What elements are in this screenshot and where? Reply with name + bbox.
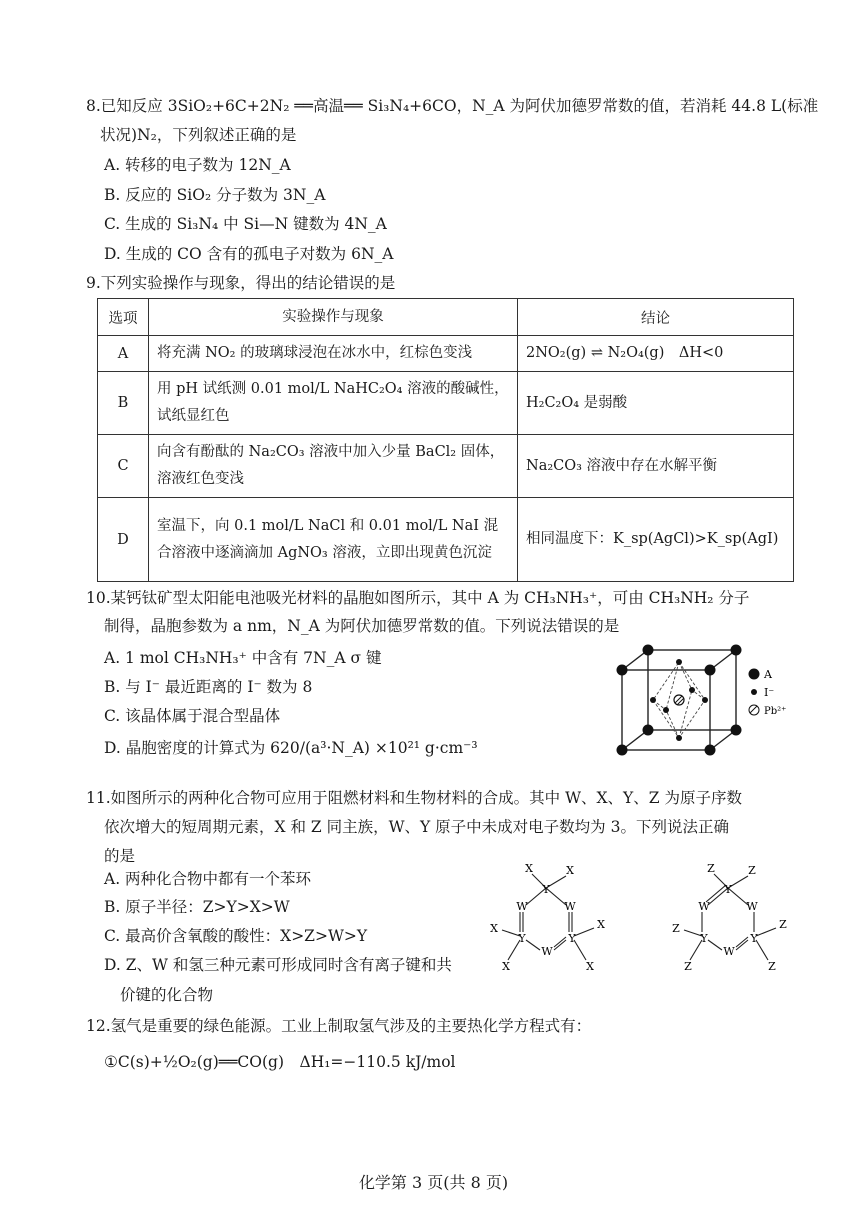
atom-y: Y [700,932,708,945]
atom-iodide [650,697,656,703]
atom-a [643,645,654,656]
q8-stem-line2: 状况)N₂，下列叙述正确的是 [100,126,297,144]
atom-z: Z [707,862,715,875]
atom-a [731,725,742,736]
atom-iodide [663,707,669,713]
atom-w: W [723,945,735,958]
table-row [98,372,794,435]
atom-a [643,725,654,736]
q11-option-d: D. Z、W 和氢三种元素可形成同时含有离子键和共 [104,956,452,974]
q9-stem: 9.下列实验操作与现象，得出的结论错误的是 [86,274,396,292]
q8-option-a: A. 转移的电子数为 12N_A [104,156,291,174]
atom-w: W [746,900,758,913]
atom-w: W [541,945,553,958]
atom-z: Z [779,918,787,931]
row-operation: 将充满 NO₂ 的玻璃球浸泡在冰水中，红棕色变浅 [149,336,518,372]
row-operation: 向含有酚酞的 Na₂CO₃ 溶液中加入少量 BaCl₂ 固体，溶液红色变浅 [149,435,518,498]
row-operation: 用 pH 试纸测 0.01 mol/L NaHC₂O₄ 溶液的酸碱性，试纸显红色 [149,372,518,435]
atom-z: Z [748,864,756,877]
header-operation: 实验操作与现象 [149,299,518,336]
q11-stem-line3: 的是 [104,847,136,865]
table-row [98,336,794,372]
atom-x: X [566,864,574,877]
atom-a [617,745,628,756]
q10-option-b: B. 与 I⁻ 最近距离的 I⁻ 数为 8 [104,678,313,696]
legend-lead-marker [749,705,759,715]
atom-w: W [516,900,528,913]
table-row [98,435,794,498]
q11-option-d-cont: 价键的化合物 [120,986,214,1004]
row-option: C [98,435,149,498]
q8-option-c: C. 生成的 Si₃N₄ 中 Si—N 键数为 4N_A [104,215,387,233]
legend-lead: Pb²⁺ [764,706,787,717]
q12-equation-1: ①C(s)+½O₂(g)══CO(g) ΔH₁=−110.5 kJ/mol [104,1053,456,1071]
atom-iodide [689,687,695,693]
q10-option-c: C. 该晶体属于混合型晶体 [104,707,281,725]
q8-option-d: D. 生成的 CO 含有的孤电子对数为 6N_A [104,245,394,263]
row-option: A [98,336,149,372]
row-conclusion: H₂C₂O₄ 是弱酸 [518,372,794,435]
legend-a: A [764,668,772,681]
atom-w: W [698,900,710,913]
legend-iodide-marker [751,689,757,695]
atom-y: Y [568,932,576,945]
row-conclusion: 相同温度下：K_sp(AgCl)>K_sp(AgI) [518,498,794,582]
q11-stem-line2: 依次增大的短周期元素，X 和 Z 同主族，W、Y 原子中未成对电子数均为 3。下列说法正确 [104,818,729,836]
table-header-row [98,299,794,336]
q11-option-b: B. 原子半径：Z>Y>X>W [104,898,290,916]
atom-z: Z [684,960,692,973]
atom-x: X [502,960,510,973]
legend-iodide: I⁻ [764,686,775,699]
legend-a-marker [749,669,760,680]
row-conclusion: Na₂CO₃ 溶液中存在水解平衡 [518,435,794,498]
atom-x: X [490,922,498,935]
q8-option-b: B. 反应的 SiO₂ 分子数为 3N_A [104,186,326,204]
atom-iodide [676,735,682,741]
table-row [98,498,794,582]
atom-y: Y [724,883,732,896]
experiment-table [97,298,794,582]
header-option: 选项 [98,299,149,336]
atom-y: Y [750,932,758,945]
q11-option-a: A. 两种化合物中都有一个苯环 [104,870,312,888]
q10-stem-line2: 制得，晶胞参数为 a nm，N_A 为阿伏加德罗常数的值。下列说法错误的是 [104,617,620,635]
atom-a [731,645,742,656]
atom-iodide [702,697,708,703]
q10-option-a: A. 1 mol CH₃NH₃⁺ 中含有 7N_A σ 键 [104,649,382,667]
q11-option-c: C. 最高价含氧酸的酸性：X>Z>W>Y [104,927,368,945]
row-conclusion: 2NO₂(g) ⇌ N₂O₄(g) ΔH<0 [518,336,794,372]
atom-y: Y [518,932,526,945]
header-conclusion: 结论 [518,299,794,336]
row-option: B [98,372,149,435]
atom-x: X [586,960,594,973]
q8-stem-line1: 8.已知反应 3SiO₂+6C+2N₂ ══高温══ Si₃N₄+6CO，N_A 为阿伏加德罗常数的值，若消耗 44.8 L(标准 [86,97,819,115]
q10-stem-line1: 10.某钙钛矿型太阳能电池吸光材料的晶胞如图所示，其中 A 为 CH₃NH₃⁺，可由 CH₃NH₂ 分子 [86,589,750,607]
atom-y: Y [542,883,550,896]
atom-z: Z [672,922,680,935]
atom-x: X [525,862,533,875]
page-footer: 化学第 3 页(共 8 页) [358,1173,509,1192]
q10-option-d: D. 晶胞密度的计算式为 620/(a³·N_A) ×10²¹ g·cm⁻³ [104,739,478,757]
q12-stem: 12.氢气是重要的绿色能源。工业上制取氢气涉及的主要热化学方程式有： [86,1017,592,1035]
structure-1-figure [482,860,612,978]
structure-2-figure [664,860,794,978]
q11-stem-line1: 11.如图所示的两种化合物可应用于阻燃材料和生物材料的合成。其中 W、X、Y、Z 为原子序数 [86,789,742,807]
row-operation: 室温下，向 0.1 mol/L NaCl 和 0.01 mol/L NaI 混合溶液中逐滴滴加 AgNO₃ 溶液，立即出现黄色沉淀 [149,498,518,582]
atom-iodide [676,659,682,665]
atom-z: Z [768,960,776,973]
atom-a [617,665,628,676]
crystal-cell-figure [608,638,787,760]
atom-a [705,745,716,756]
row-option: D [98,498,149,582]
atom-x: X [597,918,605,931]
atom-w: W [564,900,576,913]
atom-a [705,665,716,676]
